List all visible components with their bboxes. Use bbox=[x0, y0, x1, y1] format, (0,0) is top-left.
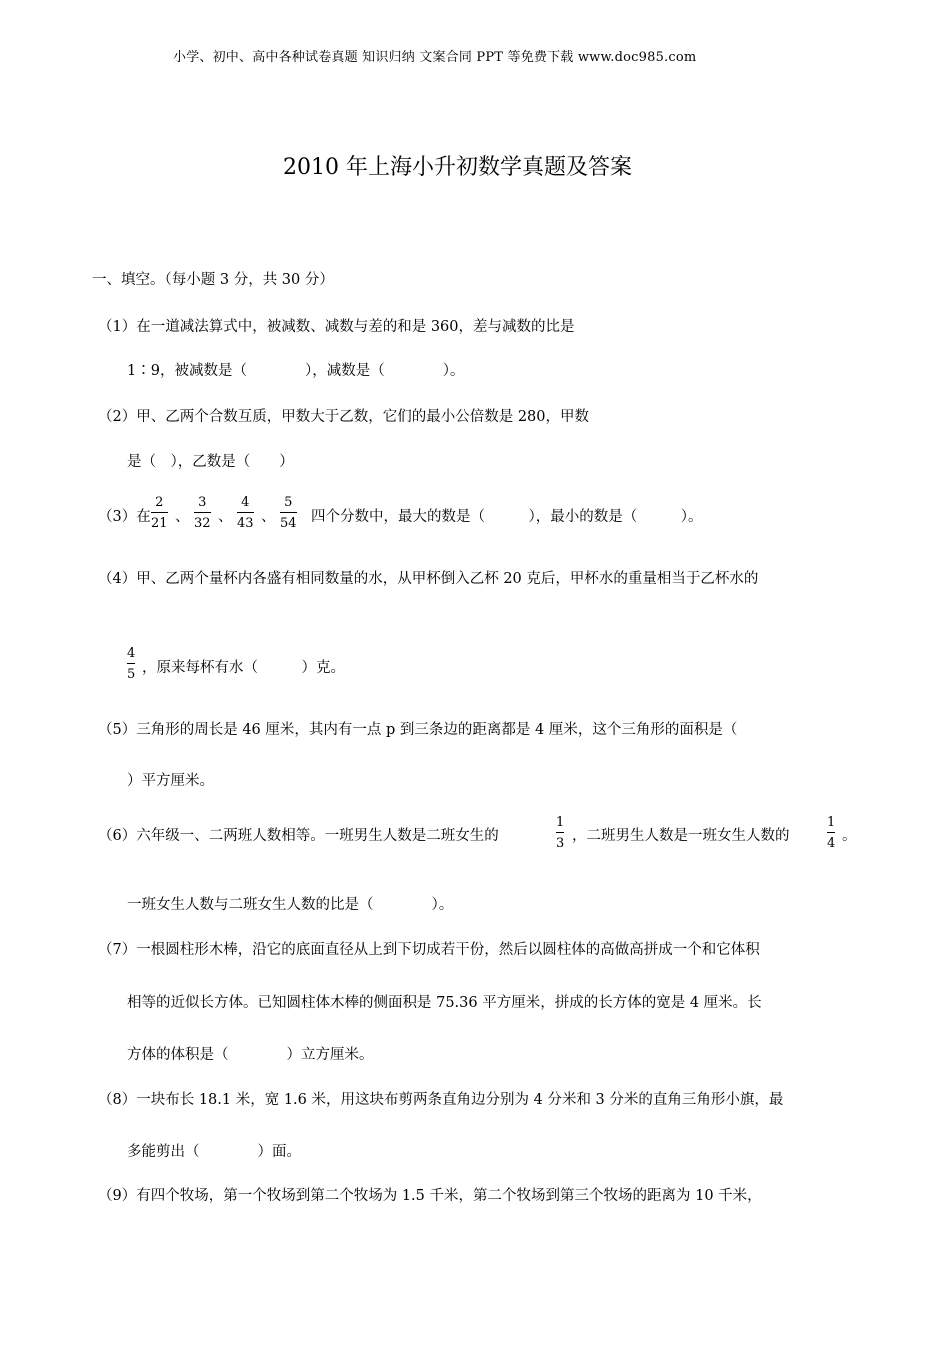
question-3-fraction-3 bbox=[237, 495, 254, 531]
fraction-numerator: 3 bbox=[198, 495, 207, 510]
fraction-numerator: 2 bbox=[155, 495, 164, 510]
question-6-part-3: 。 bbox=[842, 828, 857, 844]
fraction-numerator: 5 bbox=[284, 495, 293, 510]
question-3-separator-1: 、 bbox=[175, 509, 190, 525]
question-6-part-2: ，二班男生人数是一班女生人数的 bbox=[572, 828, 790, 844]
question-7-line-1: （7）一根圆柱形木棒，沿它的底面直径从上到下切成若干份，然后以圆柱体的高做高拼成一个和它体积 bbox=[98, 942, 760, 958]
fraction-denominator: 3 bbox=[556, 836, 565, 851]
section-heading: 一、填空。（每小题 3 分，共 30 分） bbox=[92, 272, 334, 288]
question-5-line-2: ）平方厘米。 bbox=[127, 773, 214, 789]
question-6-fraction-1 bbox=[556, 815, 564, 851]
question-2-line-1: （2）甲、乙两个合数互质，甲数大于乙数，它们的最小公倍数是 280，甲数 bbox=[98, 409, 590, 425]
question-3-tail: 四个分数中，最大的数是（ ），最小的数是（ ）。 bbox=[311, 509, 703, 525]
question-4-line-2: ，原来每杯有水（ ）克。 bbox=[142, 660, 345, 676]
fraction-numerator: 4 bbox=[127, 646, 136, 661]
fraction-denominator: 32 bbox=[194, 516, 211, 531]
question-7-line-2: 相等的近似长方体。已知圆柱体木棒的侧面积是 75.36 平方厘米，拼成的长方体的宽是 4 厘米。长 bbox=[127, 995, 762, 1011]
question-3-fraction-2 bbox=[194, 495, 211, 531]
question-3-lead: （3）在 bbox=[98, 509, 151, 525]
question-6-line-2: 一班女生人数与二班女生人数的比是（ ）。 bbox=[127, 897, 454, 913]
question-4-fraction bbox=[127, 646, 135, 682]
question-8-line-2: 多能剪出（ ）面。 bbox=[127, 1144, 301, 1160]
fraction-numerator: 1 bbox=[827, 815, 836, 830]
question-5-line-1: （5）三角形的周长是 46 厘米，其内有一点 p 到三条边的距离都是 4 厘米，这个三角形的面积是（ bbox=[98, 722, 738, 738]
fraction-numerator: 4 bbox=[241, 495, 250, 510]
fraction-denominator: 4 bbox=[827, 836, 836, 851]
fraction-denominator: 5 bbox=[127, 667, 136, 682]
question-3-fraction-1 bbox=[151, 495, 168, 531]
question-3-fraction-4 bbox=[280, 495, 297, 531]
fraction-denominator: 21 bbox=[151, 516, 168, 531]
question-7-line-3: 方体的体积是（ ）立方厘米。 bbox=[127, 1047, 374, 1063]
fraction-denominator: 43 bbox=[237, 516, 254, 531]
question-2-line-2: 是（ ），乙数是（ ） bbox=[127, 454, 294, 470]
question-1-line-1: （1）在一道减法算式中，被减数、减数与差的和是 360，差与减数的比是 bbox=[98, 319, 575, 335]
question-4-line-1: （4）甲、乙两个量杯内各盛有相同数量的水，从甲杯倒入乙杯 20 克后，甲杯水的重量相当于乙杯水的 bbox=[98, 571, 759, 587]
question-8-line-1: （8）一块布长 18.1 米，宽 1.6 米，用这块布剪两条直角边分别为 4 分米和 3 分米的直角三角形小旗，最 bbox=[98, 1092, 784, 1108]
page-title: 2010 年上海小升初数学真题及答案 bbox=[283, 155, 632, 180]
question-3-separator-2: 、 bbox=[218, 509, 233, 525]
question-1-line-2: 1∶9，被减数是（ ），减数是（ ）。 bbox=[127, 363, 465, 379]
question-6-fraction-2 bbox=[827, 815, 835, 851]
question-6-part-1: （6）六年级一、二两班人数相等。一班男生人数是二班女生的 bbox=[98, 828, 499, 844]
page-header: 小学、初中、高中各种试卷真题 知识归纳 文案合同 PPT 等免费下载 www.doc985.com bbox=[173, 50, 697, 65]
fraction-numerator: 1 bbox=[556, 815, 565, 830]
question-9-line-1: （9）有四个牧场，第一个牧场到第二个牧场为 1.5 千米，第二个牧场到第三个牧场的距离为 10 千米， bbox=[98, 1188, 762, 1204]
question-3-separator-3: 、 bbox=[261, 509, 276, 525]
fraction-denominator: 54 bbox=[280, 516, 297, 531]
